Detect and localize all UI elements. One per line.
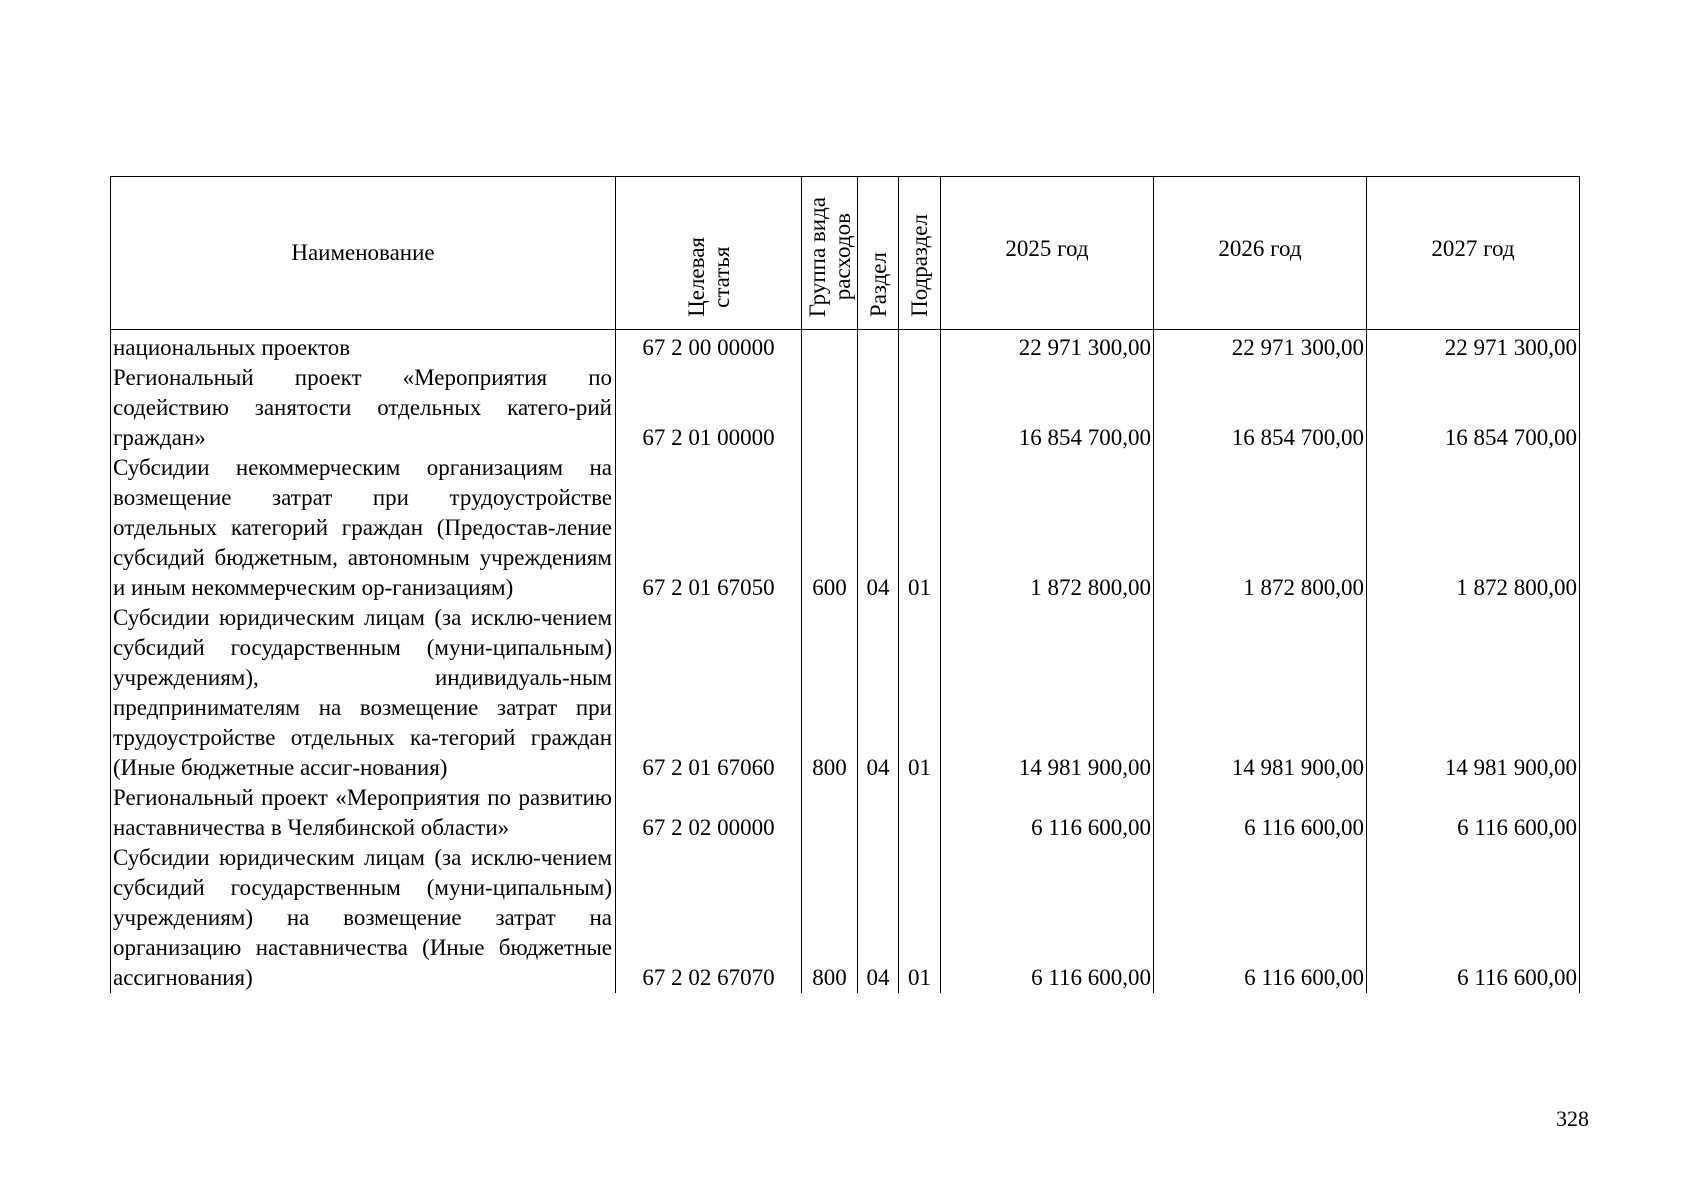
row-subsection (899, 330, 941, 364)
row-expense-group (802, 783, 858, 843)
row-expense-group: 600 (802, 453, 858, 603)
row-expense-group: 800 (802, 843, 858, 993)
row-name: Субсидии юридическим лицам (за исклю-чением субсидий государственным (муни-ципальным) учреждениям) на возмещение затрат на организацию наставничества (Иные бюджетные ассигнования) (111, 843, 616, 993)
row-expense-group (802, 330, 858, 364)
header-section: Раздел (858, 177, 899, 330)
row-amount-2027: 6 116 600,00 (1367, 783, 1580, 843)
page-number: 328 (1556, 1106, 1589, 1131)
row-amount-2025: 6 116 600,00 (941, 843, 1154, 993)
row-name: Субсидии некоммерческим организациям на возмещение затрат при трудоустройстве отдельных категорий граждан (Предостав-ление субсидий бюджетным, автономным учреждениям и иным некоммерческим ор-ганизациям) (111, 453, 616, 603)
row-amount-2026: 14 981 900,00 (1154, 603, 1367, 783)
row-target-article: 67 2 01 67060 (616, 603, 802, 783)
row-amount-2026: 16 854 700,00 (1154, 363, 1367, 453)
row-amount-2025: 6 116 600,00 (941, 783, 1154, 843)
row-name: Субсидии юридическим лицам (за исклю-чением субсидий государственным (муни-ципальным) учреждениям), индивидуаль-ным предпринимателям на возмещение затрат при трудоустройстве отдельных ка-тегорий граждан (Иные бюджетные ассиг-нования) (111, 603, 616, 783)
row-amount-2025: 16 854 700,00 (941, 363, 1154, 453)
row-amount-2027: 22 971 300,00 (1367, 330, 1580, 364)
row-amount-2025: 1 872 800,00 (941, 453, 1154, 603)
row-name: Региональный проект «Мероприятия по развитию наставничества в Челябинской области» (111, 783, 616, 843)
table-row (111, 843, 1580, 993)
header-target-article: Целевая статья (616, 177, 802, 330)
row-amount-2027: 6 116 600,00 (1367, 843, 1580, 993)
table-row (111, 603, 1580, 783)
row-name: национальных проектов (111, 330, 616, 364)
table-row (111, 363, 1580, 453)
row-subsection: 01 (899, 843, 941, 993)
row-subsection: 01 (899, 603, 941, 783)
row-subsection (899, 363, 941, 453)
budget-table (110, 176, 1580, 993)
header-2027: 2027 год (1367, 177, 1580, 330)
row-section (858, 783, 899, 843)
header-2025: 2025 год (941, 177, 1154, 330)
row-target-article: 67 2 01 67050 (616, 453, 802, 603)
row-section (858, 330, 899, 364)
row-section: 04 (858, 843, 899, 993)
row-target-article: 67 2 02 00000 (616, 783, 802, 843)
header-expense-group: Группа вида расходов (802, 177, 858, 330)
row-amount-2027: 1 872 800,00 (1367, 453, 1580, 603)
header-2026: 2026 год (1154, 177, 1367, 330)
row-amount-2027: 14 981 900,00 (1367, 603, 1580, 783)
row-target-article: 67 2 01 00000 (616, 363, 802, 453)
header-row (111, 177, 1580, 330)
table-row (111, 783, 1580, 843)
header-subsection: Подраздел (899, 177, 941, 330)
row-name: Региональный проект «Мероприятия по содействию занятости отдельных катего-рий граждан» (111, 363, 616, 453)
row-amount-2026: 6 116 600,00 (1154, 783, 1367, 843)
row-expense-group: 800 (802, 603, 858, 783)
row-amount-2026: 1 872 800,00 (1154, 453, 1367, 603)
row-expense-group (802, 363, 858, 453)
row-target-article: 67 2 02 67070 (616, 843, 802, 993)
row-amount-2025: 14 981 900,00 (941, 603, 1154, 783)
row-section: 04 (858, 453, 899, 603)
row-amount-2025: 22 971 300,00 (941, 330, 1154, 364)
row-target-article: 67 2 00 00000 (616, 330, 802, 364)
row-section (858, 363, 899, 453)
row-subsection (899, 783, 941, 843)
row-amount-2026: 6 116 600,00 (1154, 843, 1367, 993)
row-subsection: 01 (899, 453, 941, 603)
row-amount-2027: 16 854 700,00 (1367, 363, 1580, 453)
row-amount-2026: 22 971 300,00 (1154, 330, 1367, 364)
table-row (111, 453, 1580, 603)
row-section: 04 (858, 603, 899, 783)
table-row (111, 330, 1580, 364)
header-name: Наименование (111, 177, 616, 330)
